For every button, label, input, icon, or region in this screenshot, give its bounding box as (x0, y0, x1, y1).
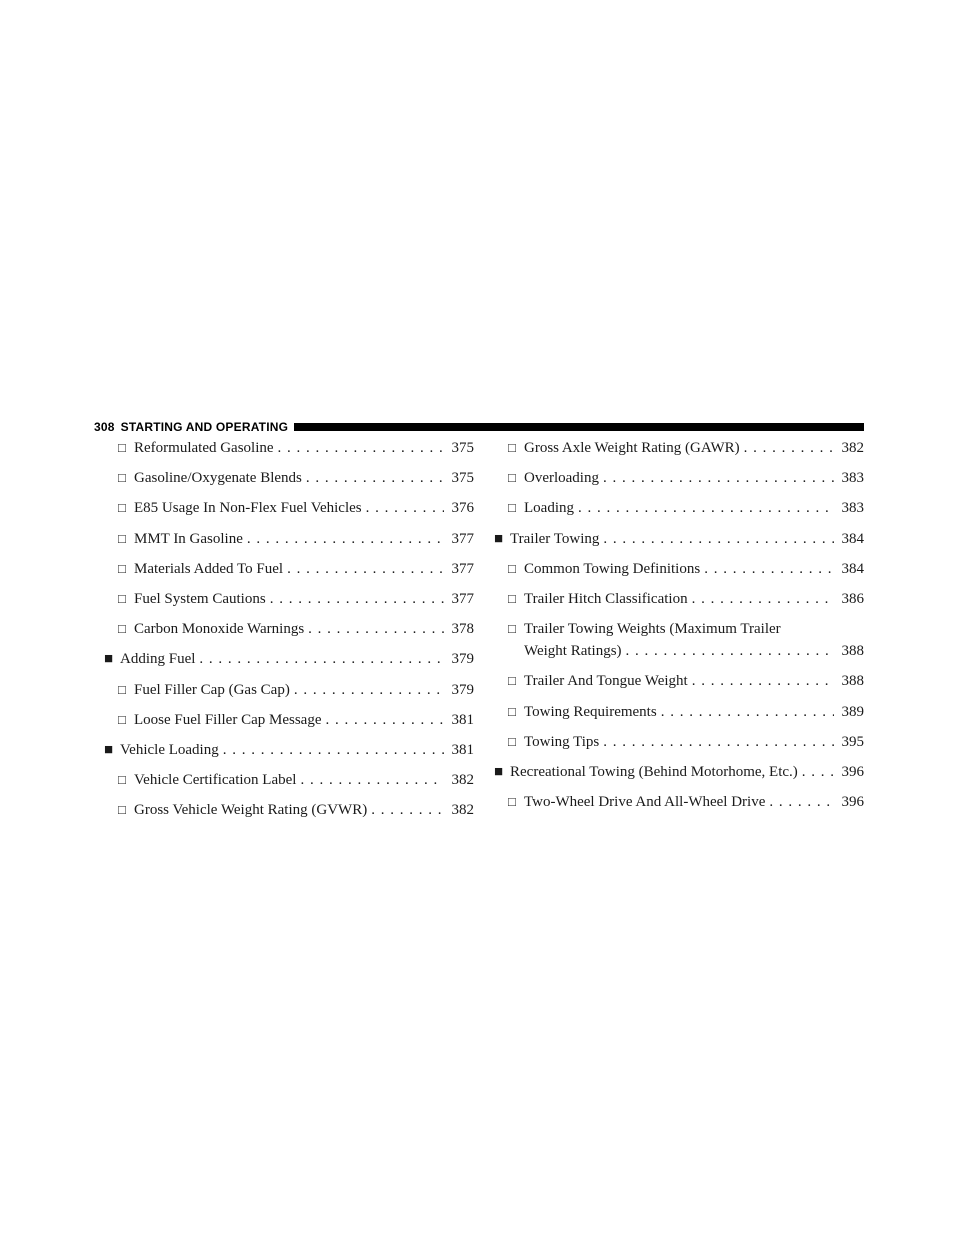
hollow-square-bullet-icon: □ (508, 560, 516, 576)
page-number: 308 (94, 419, 115, 434)
section-title: STARTING AND OPERATING (120, 419, 289, 434)
dot-leader (195, 647, 443, 671)
dot-leader (266, 587, 444, 611)
entry-page-number: 396 (841, 764, 864, 780)
dot-leader (362, 496, 444, 520)
dot-leader (283, 557, 443, 581)
entry-page-number: 382 (451, 802, 474, 819)
hollow-square-bullet-icon: □ (118, 802, 126, 818)
hollow-square-bullet-icon: □ (508, 500, 516, 516)
entry-page-number: 381 (451, 711, 474, 728)
entry-title: E85 Usage In Non-Flex Fuel Vehicles (134, 500, 362, 517)
entry-title: Trailer And Tongue Weight (524, 673, 688, 690)
entry-title-continuation: Weight Ratings) (524, 643, 622, 660)
hollow-square-bullet-icon: □ (118, 591, 126, 606)
entry-title: Fuel System Cautions (134, 591, 266, 607)
filled-square-bullet-icon: ■ (104, 651, 114, 668)
hollow-square-bullet-icon: □ (118, 681, 126, 697)
dot-leader (657, 700, 834, 724)
dot-leader (740, 436, 834, 460)
page-header (94, 418, 864, 435)
entry-page-number: 377 (451, 591, 474, 607)
dot-leader (274, 436, 444, 460)
entry-page-number: 377 (451, 530, 474, 547)
entry-title: Trailer Towing (510, 530, 600, 547)
toc-section-entry (494, 760, 864, 784)
entry-page-number: 379 (451, 681, 474, 698)
entry-page-number: 381 (451, 742, 474, 758)
entry-title: Two-Wheel Drive And All-Wheel Drive (524, 794, 766, 811)
toc-subentry (508, 669, 864, 693)
hollow-square-bullet-icon: □ (508, 733, 516, 749)
header-rule (294, 423, 864, 431)
entry-title: Gasoline/Oxygenate Blends (134, 470, 302, 487)
hollow-square-bullet-icon: □ (118, 772, 126, 788)
toc-subentry (118, 527, 474, 551)
toc-subentry (118, 708, 474, 732)
dot-leader (367, 798, 443, 822)
entry-page-number: 379 (451, 651, 474, 668)
toc-section-entry (104, 647, 474, 671)
toc-section-entry (104, 738, 474, 762)
entry-title: Adding Fuel (120, 651, 196, 668)
dot-leader (688, 587, 834, 611)
dot-leader (700, 557, 833, 581)
toc-section-entry (494, 527, 864, 551)
entry-title: Fuel Filler Cap (Gas Cap) (134, 681, 290, 698)
entry-title: Overloading (524, 470, 599, 487)
dot-leader (599, 527, 833, 551)
entry-title: Trailer Towing Weights (Maximum Trailer (524, 621, 781, 638)
toc-subentry (118, 768, 474, 792)
toc-subentry (118, 678, 474, 702)
filled-square-bullet-icon: ■ (494, 764, 504, 780)
dot-leader (622, 639, 834, 663)
hollow-square-bullet-icon: □ (508, 794, 516, 810)
toc-subentry-continuation (524, 639, 864, 663)
dot-leader (765, 790, 833, 814)
toc-subentry (118, 587, 474, 611)
toc-subentry (508, 466, 864, 490)
toc-subentry (118, 557, 474, 581)
entry-page-number: 386 (841, 591, 864, 607)
entry-title: Vehicle Loading (120, 742, 219, 758)
dot-leader (290, 678, 444, 702)
dot-leader (243, 527, 444, 551)
toc-subentry (118, 436, 474, 460)
toc-subentry (508, 790, 864, 814)
entry-page-number: 383 (841, 500, 864, 517)
hollow-square-bullet-icon: □ (508, 591, 516, 606)
entry-page-number: 382 (841, 440, 864, 456)
hollow-square-bullet-icon: □ (118, 500, 126, 516)
entry-title: Reformulated Gasoline (134, 440, 274, 456)
hollow-square-bullet-icon: □ (508, 440, 516, 455)
dot-leader (599, 466, 834, 490)
entry-title: Gross Axle Weight Rating (GAWR) (524, 440, 740, 456)
dot-leader (599, 730, 833, 754)
entry-page-number: 383 (841, 470, 864, 487)
hollow-square-bullet-icon: □ (508, 673, 516, 689)
toc-subentry (118, 798, 474, 822)
entry-title: MMT In Gasoline (134, 530, 243, 547)
entry-title: Loading (524, 500, 574, 517)
entry-page-number: 388 (841, 673, 864, 690)
hollow-square-bullet-icon: □ (508, 621, 516, 637)
hollow-square-bullet-icon: □ (118, 530, 126, 546)
hollow-square-bullet-icon: □ (118, 560, 126, 576)
toc-subentry (508, 700, 864, 724)
toc-subentry (508, 557, 864, 581)
entry-page-number: 375 (451, 440, 474, 456)
entry-title: Carbon Monoxide Warnings (134, 621, 305, 638)
toc-subentry (508, 730, 864, 754)
entry-page-number: 389 (841, 703, 864, 720)
entry-title: Common Towing Definitions (524, 560, 701, 577)
entry-page-number: 384 (841, 560, 864, 577)
entry-title: Trailer Hitch Classification (524, 591, 688, 607)
header-text (94, 420, 294, 434)
filled-square-bullet-icon: ■ (494, 530, 504, 547)
entry-page-number: 384 (841, 530, 864, 547)
hollow-square-bullet-icon: □ (508, 470, 516, 486)
toc-subentry (118, 496, 474, 520)
entry-page-number: 388 (841, 643, 864, 660)
toc-subentry (118, 466, 474, 490)
toc-subentry (508, 496, 864, 520)
hollow-square-bullet-icon: □ (118, 711, 126, 727)
hollow-square-bullet-icon: □ (508, 703, 516, 719)
entry-title: Towing Requirements (524, 703, 657, 720)
entry-title: Vehicle Certification Label (134, 772, 297, 789)
dot-leader (302, 466, 444, 490)
entry-page-number: 377 (451, 560, 474, 577)
entry-page-number: 396 (841, 794, 864, 811)
dot-leader (798, 760, 834, 784)
hollow-square-bullet-icon: □ (118, 470, 126, 486)
entry-page-number: 378 (451, 621, 474, 638)
dot-leader (574, 496, 834, 520)
toc-subentry (118, 617, 474, 641)
dot-leader (688, 669, 834, 693)
filled-square-bullet-icon: ■ (104, 742, 114, 758)
toc-subentry (508, 436, 864, 460)
dot-leader (219, 738, 444, 762)
entry-title: Gross Vehicle Weight Rating (GVWR) (134, 802, 368, 819)
entry-page-number: 395 (841, 733, 864, 750)
entry-title: Recreational Towing (Behind Motorhome, Etc.) (510, 764, 798, 780)
entry-page-number: 376 (451, 500, 474, 517)
entry-title: Loose Fuel Filler Cap Message (134, 711, 322, 728)
dot-leader (296, 768, 443, 792)
entry-page-number: 375 (451, 470, 474, 487)
entry-page-number: 382 (451, 772, 474, 789)
dot-leader (321, 708, 443, 732)
toc-subentry (508, 587, 864, 611)
entry-title: Towing Tips (524, 733, 600, 750)
hollow-square-bullet-icon: □ (118, 440, 126, 455)
toc-subentry (508, 617, 864, 641)
hollow-square-bullet-icon: □ (118, 621, 126, 637)
entry-title: Materials Added To Fuel (134, 560, 284, 577)
dot-leader (304, 617, 443, 641)
